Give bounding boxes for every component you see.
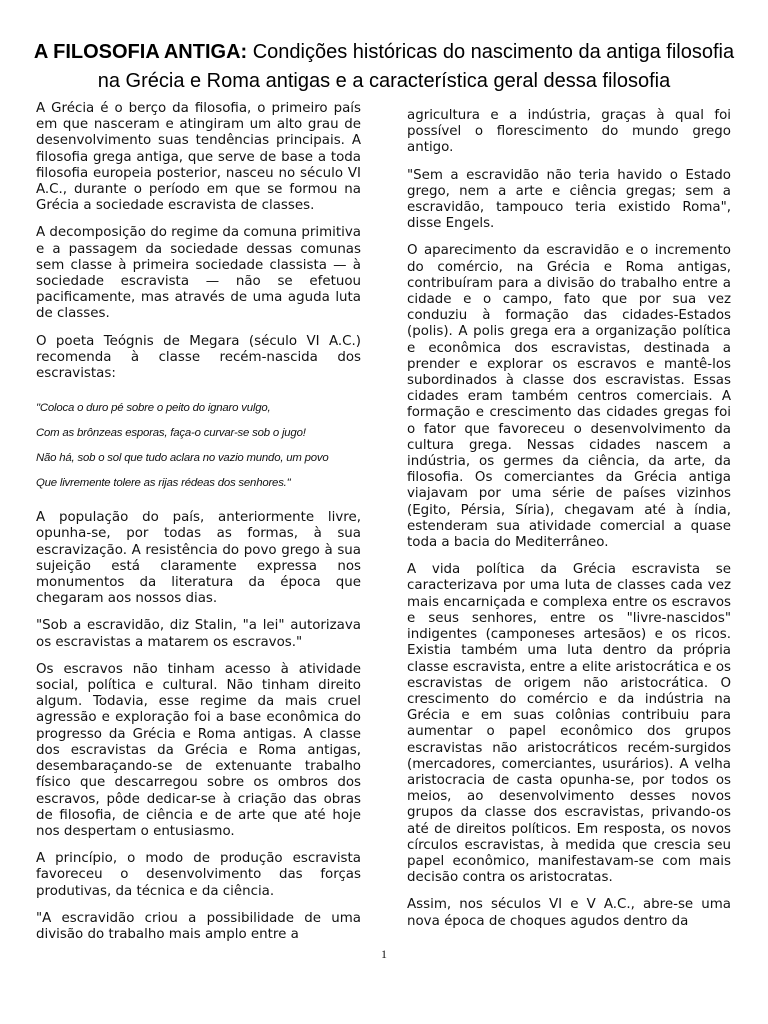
left-column bbox=[36, 101, 361, 954]
paragraph: A decomposição do regime da comuna primitiva e a passagem da sociedade dessas comunas sem classe à primeira sociedade classista — à sociedade escravista — não se efetuou pacificamente, mas através de uma aguda luta de classes. bbox=[36, 225, 361, 322]
poem-line: Com as brônzeas esporas, faça-o curvar-se sob o jugo! bbox=[36, 427, 306, 440]
paragraph: A princípio, o modo de produção escravista favoreceu o desenvolvimento das forças produtivas, da técnica e da ciência. bbox=[36, 851, 361, 899]
paragraph: "Sob a escravidão, diz Stalin, "a lei" autorizava os escravistas a matarem os escravos." bbox=[36, 618, 361, 650]
title-rest: Condições históricas do nascimento da antiga filosofia na Grécia e Roma antigas e a característica geral dessa filosofia bbox=[97, 41, 735, 92]
poem-quote bbox=[36, 396, 361, 496]
paragraph: Os escravos não tinham acesso à atividade social, política e cultural. Não tinham direito algum. Todavia, esse regime da mais cruel agressão e exploração foi a base econômica do progresso da Grécia e Roma antigas. A classe dos escravistas da Grécia e Roma antigas, desembaraçando-se de extenuante trabalho físico que descarregou sobre os ombros dos escravos, pôde dedicar-se à criação das obras de filosofia, de ciência e de arte que até hoje nos despertam o entusiasmo. bbox=[36, 661, 361, 839]
paragraph: "Sem a escravidão não teria havido o Estado grego, nem a arte e ciência gregas; sem a escravidão, tampouco teria existido Roma", disse Engels. bbox=[407, 167, 731, 232]
paragraph: Assim, nos séculos VI e V A.C., abre-se uma nova época de choques agudos dentro da bbox=[407, 897, 731, 929]
poem-line: Não há, sob o sol que tudo aclara no vazio mundo, um povo bbox=[36, 452, 329, 465]
paragraph: A população do país, anteriormente livre, opunha-se, por todas as formas, à sua escravização. A resistência do povo grego à sua sujeição está claramente expressa nos monumentos da literatura da época que chegaram aos nossos dias. bbox=[36, 510, 361, 607]
poem-line: Que livremente tolere as rijas rédeas dos senhores." bbox=[36, 477, 291, 490]
paragraph: O aparecimento da escravidão e o incremento do comércio, na Grécia e Roma antigas, contribuíram para a divisão do trabalho entre a cidade e o campo, fato que por sua vez conduziu à formação das cidades-Estados (polis). A polis grega era a organização política e econômica dos escravistas, destinada a prender e explorar os escravos e mantê-los subordinados à classe dos escravistas. Essas cidades eram também centros comerciais. A formação e crescimento das cidades gregas foi o fator que favoreceu o desenvolvimento da cultura grega. Nessas cidades nascem a indústria, os germes da ciência, da arte, da filosofia. Os comerciantes da Grécia antiga viajavam por uma série de países vizinhos (Egito, Pérsia, Síria), chegavam até à índia, estenderam sua atividade comercial a quase toda a bacia do Mediterrâneo. bbox=[407, 243, 731, 551]
paragraph: A Grécia é o berço da filosofia, o primeiro país em que nasceram e atingiram um alto grau de desenvolvimento suas tendências principais. A filosofia grega antiga, que serve de base a toda filosofia europeia posterior, nasceu no século VI A.C., durante o período em que se formou na Grécia a sociedade escravista de classes. bbox=[36, 101, 361, 214]
document-title bbox=[30, 38, 738, 96]
page-number: 1 bbox=[381, 947, 387, 961]
paragraph: agricultura e a indústria, graças à qual foi possível o florescimento do mundo grego antigo. bbox=[407, 108, 731, 156]
paragraph: A vida política da Grécia escravista se caracterizava por uma luta de classes cada vez mais encarniçada e complexa entre os escravos e seus senhores, entre os "livre-nascidos" indigentes (camponeses artesãos) e os ricos. Existia também uma luta dentro da própria classe escravista, entre a elite aristocrática e os escravistas de origem não aristocrática. O crescimento do comércio e da indústria na Grécia e em suas colônias contribuiu para aumentar o papel econômico dos grupos escravistas não aristocráticos recém-surgidos (mercadores, comerciantes, usurários). A velha aristocracia de casta opunha-se, por todos os meios, ao desenvolvimento desses novos grupos da classe dos escravistas, privando-os até de direitos políticos. Em resposta, os novos círculos escravistas, à medida que crescia seu papel econômico, manifestavam-se com mais decisão contra os aristocratas. bbox=[407, 562, 731, 886]
paragraph: O poeta Teógnis de Megara (século VI A.C.) recomenda à classe recém-nascida dos escravistas: bbox=[36, 333, 361, 382]
paragraph: "A escravidão criou a possibilidade de uma divisão do trabalho mais amplo entre a bbox=[36, 910, 361, 942]
right-column bbox=[407, 108, 731, 941]
title-bold: A FILOSOFIA ANTIGA: bbox=[33, 41, 248, 63]
poem-line: "Coloca o duro pé sobre o peito do ignaro vulgo, bbox=[36, 402, 271, 415]
